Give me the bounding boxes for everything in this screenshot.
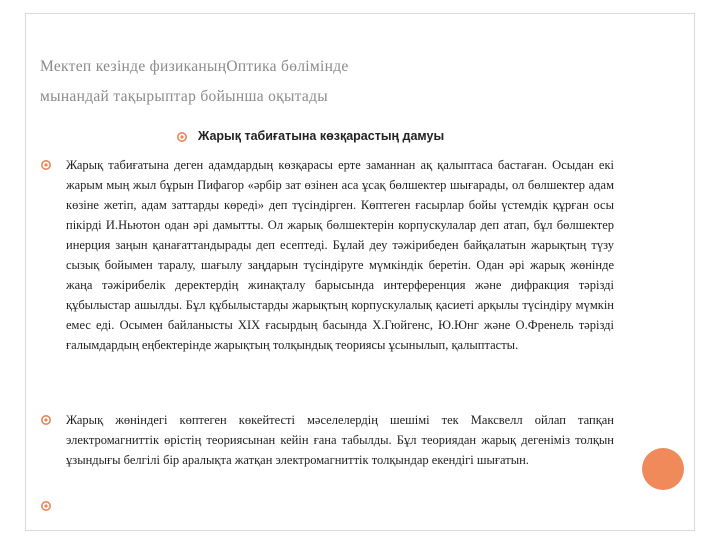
ring-bullet-icon xyxy=(176,131,188,143)
subheading: Жарық табиғатына көзқарастың дамуы xyxy=(198,129,445,143)
paragraph-light-theories: Жарық табиғатына деген адамдардың көзқарасы ерте заманнан ақ қалыптаса бастаған. Осыдан екі жарым мың жыл бұрын Пифагор «әрбір зат өзінен аса ұсақ бөлшектер шығарады, ол бөлшектер адам көзіне жетіп, адам заттарды көреді» деп түсіндірген. Көптеген ғасырлар бойы үстемдік құрған осы пікірді И.Ньютон одан әрі дамытты. Ол жарық бөлшектерін корпускулалар деп атап, бұл бөлшектер инерция заңын қанағаттандырады деп есептеді. Бұлай деу тәжірибеден байқалатын жарықтың түзу сызық бойымен таралу, шағылу заңдарын түсіндіруге мүмкіндік беретін. Одан әрі жарық жөнінде жаңа тәжірибелік деректердің жинақталу барысында интерференция және дифракция тәрізді құбылыстар ашылды. Бұл құбылыстарды жарықтың корпускулалық қасиеті арқылы түсіндіру мүмкін емес еді. Осымен байланысты XIX ғасырдың басында Х.Гюйгенс, Ю.Юнг және О.Френель тәрізді ғалымдардың еңбектерінде жарықтың толқындық теориясы ұсынылып, қалыптасты. xyxy=(66,158,614,352)
slide-title-line-1: Мектеп кезінде физиканыңОптика бөлімінде xyxy=(40,58,349,75)
accent-circle xyxy=(642,448,684,490)
slide-title-line-2: мынандай тақырыптар бойынша оқытады xyxy=(40,88,329,105)
ring-bullet-icon xyxy=(40,159,52,171)
slide-title xyxy=(40,52,640,112)
paragraph-maxwell: Жарық жөніндегі көптеген көкейтесті мәселелердің шешімі тек Максвелл ойлап тапқан электромагниттік өрістің теориясынан кейін ғана табылды. Бұл теориядан жарық дегеніміз толқын ұзындығы белгілі бір аралықта жатқан электромагниттік толқындар екендігі шығатын. xyxy=(66,413,614,467)
ring-bullet-icon xyxy=(40,414,52,426)
ring-bullet-icon xyxy=(40,500,52,512)
